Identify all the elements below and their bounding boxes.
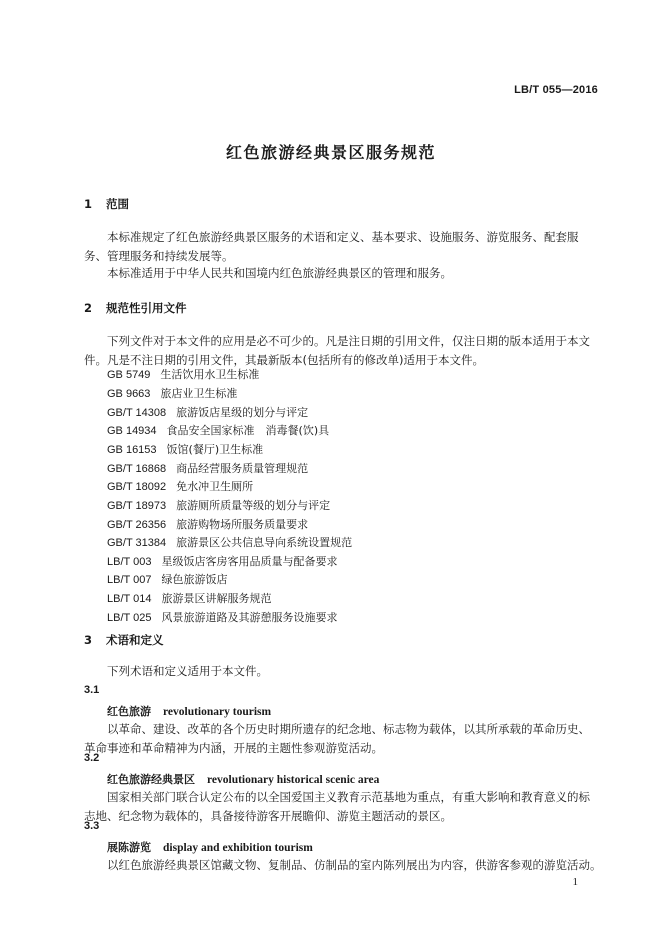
- reference-title: 饭馆(餐厅)卫生标准: [166, 443, 264, 456]
- reference-item: [107, 534, 352, 550]
- reference-title: 星级饭店客房客用品质量与配备要求: [161, 555, 338, 568]
- term-english: display and exhibition tourism: [163, 842, 313, 854]
- reference-code: GB 14934: [107, 425, 157, 437]
- term-entry: [107, 839, 313, 855]
- section-title: 范围: [106, 197, 129, 211]
- reference-title: 商品经营服务质量管理规范: [176, 462, 309, 475]
- reference-code: GB 5749: [107, 369, 151, 381]
- reference-title: 旅游购物场所服务质量要求: [176, 518, 309, 531]
- reference-item: [107, 571, 227, 587]
- reference-title: 食品安全国家标准 消毒餐(饮)具: [166, 424, 330, 437]
- clause-number: 3.2: [84, 752, 100, 764]
- section-title: 术语和定义: [106, 633, 164, 647]
- term-chinese: 红色旅游: [107, 705, 151, 718]
- reference-title: 旅游景区公共信息导向系统设置规范: [176, 536, 353, 549]
- reference-code: LB/T 007: [107, 574, 152, 586]
- section-2-heading: [84, 300, 187, 316]
- reference-item: [107, 422, 329, 438]
- section-1-paragraph-1: 本标准规定了红色旅游经典景区服务的术语和定义、基本要求、设施服务、游览服务、配套服务、管理服务和持续发展等。: [84, 230, 579, 263]
- section-number: 1: [84, 197, 93, 211]
- reference-title: 旅游厕所质量等级的划分与评定: [176, 499, 331, 512]
- document-title: 红色旅游经典景区服务规范: [225, 143, 436, 162]
- section-3-intro: 下列术语和定义适用于本文件。: [107, 664, 268, 678]
- reference-code: GB/T 26356: [107, 519, 167, 531]
- reference-item: [107, 441, 263, 457]
- term-definition: 以革命、建设、改革的各个历史时期所遗存的纪念地、标志物为载体，以其所承载的革命历史、革命事迹和革命精神为内涵，开展的主题性参观游览活动。: [84, 722, 590, 755]
- reference-title: 风景旅游道路及其游憩服务设施要求: [161, 611, 338, 624]
- clause-number: 3.1: [84, 684, 100, 696]
- term-english: revolutionary historical scenic area: [207, 774, 380, 786]
- reference-item: [107, 404, 308, 420]
- term-chinese: 展陈游览: [107, 841, 151, 854]
- reference-code: GB/T 18973: [107, 500, 167, 512]
- reference-code: GB/T 14308: [107, 407, 167, 419]
- reference-item: [107, 497, 330, 513]
- section-2-intro: 下列文件对于本文件的应用是必不可少的。凡是注日期的引用文件，仅注日期的版本适用于本文件。凡是不注日期的引用文件，其最新版本(包括所有的修改单)适用于本文件。: [84, 334, 590, 367]
- section-1-heading: [84, 196, 129, 212]
- term-definition: 以红色旅游经典景区馆藏文物、复制品、仿制品的室内陈列展出为内容，供游客参观的游览活动。: [107, 858, 602, 872]
- reference-code: GB 16153: [107, 444, 157, 456]
- standard-code: LB/T 055—2016: [514, 84, 598, 96]
- reference-title: 免水冲卫生厕所: [176, 480, 254, 493]
- reference-code: GB/T 31384: [107, 537, 167, 549]
- section-title: 规范性引用文件: [106, 301, 187, 315]
- reference-item: [107, 478, 253, 494]
- reference-title: 旅游饭店星级的划分与评定: [176, 406, 309, 419]
- reference-code: LB/T 003: [107, 556, 152, 568]
- reference-item: [107, 366, 259, 382]
- reference-item: [107, 609, 337, 625]
- page-number: 1: [572, 876, 578, 888]
- reference-code: LB/T 014: [107, 593, 152, 605]
- reference-item: [107, 590, 271, 606]
- reference-code: GB 9663: [107, 388, 151, 400]
- reference-code: LB/T 025: [107, 612, 152, 624]
- reference-item: [107, 553, 337, 569]
- reference-item: [107, 385, 237, 401]
- reference-code: GB/T 18092: [107, 481, 167, 493]
- section-number: 3: [84, 633, 93, 647]
- section-3-heading: [84, 632, 164, 648]
- clause-number: 3.3: [84, 820, 100, 832]
- reference-item: [107, 460, 308, 476]
- reference-code: GB/T 16868: [107, 463, 167, 475]
- reference-title: 绿色旅游饭店: [161, 573, 228, 586]
- term-chinese: 红色旅游经典景区: [107, 773, 195, 786]
- term-english: revolutionary tourism: [163, 706, 272, 718]
- section-number: 2: [84, 301, 93, 315]
- section-1-paragraph-2: 本标准适用于中华人民共和国境内红色旅游经典景区的管理和服务。: [107, 266, 452, 280]
- reference-title: 旅游景区讲解服务规范: [161, 592, 272, 605]
- term-definition: 国家相关部门联合认定公布的以全国爱国主义教育示范基地为重点，有重大影响和教育意义的标志地、纪念物为载体的，具备接待游客开展瞻仰、游览主题活动的景区。: [84, 790, 590, 823]
- reference-title: 旅店业卫生标准: [160, 387, 238, 400]
- term-entry: [107, 703, 271, 719]
- reference-title: 生活饮用水卫生标准: [160, 368, 260, 381]
- term-entry: [107, 771, 379, 787]
- reference-item: [107, 516, 308, 532]
